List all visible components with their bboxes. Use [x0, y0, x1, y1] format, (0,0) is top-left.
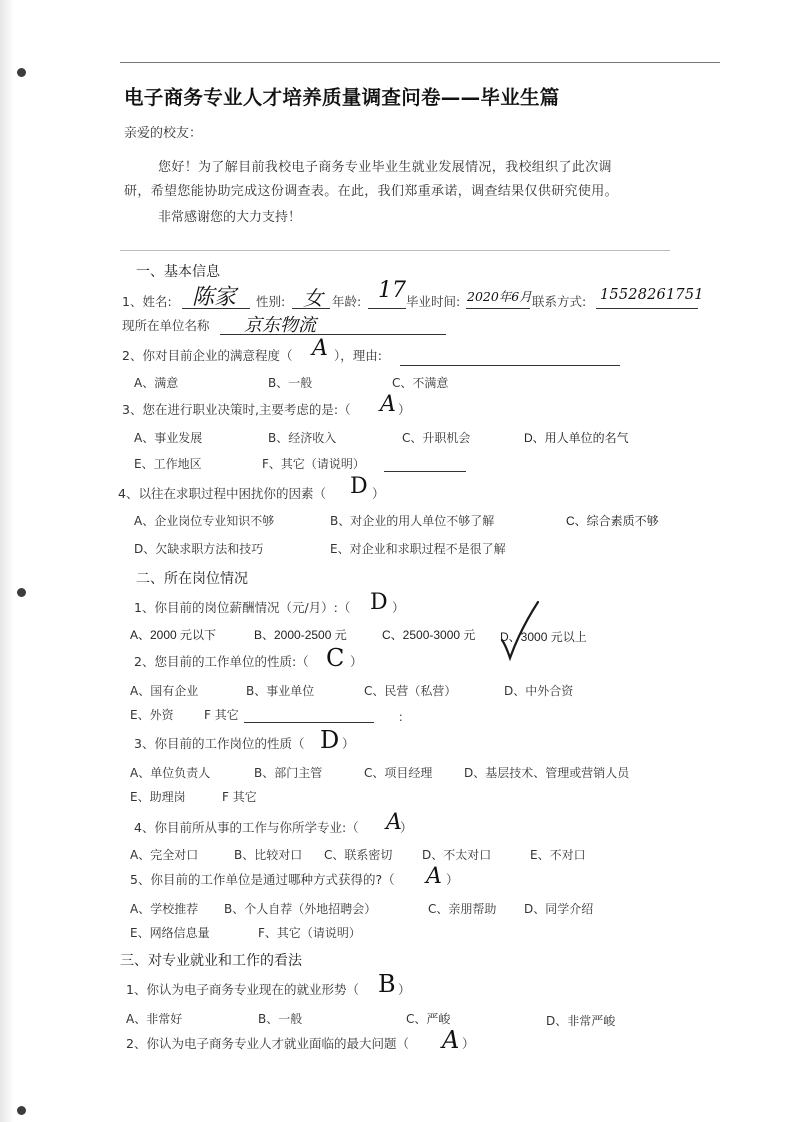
p1-tail: ） — [392, 600, 405, 615]
p3-tail: ） — [342, 736, 355, 751]
intro-line-1: 您好！为了解目前我校电子商务专业毕业生就业发展情况，我校组织了此次调 — [158, 160, 612, 175]
top-rule — [120, 62, 720, 63]
section-position-info: 二、所在岗位情况 — [136, 571, 248, 587]
p1-option-c[interactable]: C、2500-3000 元 — [382, 628, 476, 642]
p5-text: 5、你目前的工作单位是通过哪种方式获得的?（ — [130, 872, 395, 887]
p3-option-c[interactable]: C、项目经理 — [364, 766, 433, 780]
scan-hole-icon — [17, 68, 26, 77]
thanks: 非常感谢您的大力支持！ — [158, 210, 302, 225]
p5-option-d[interactable]: D、同学介绍 — [524, 902, 594, 916]
p5-option-c[interactable]: C、亲朋帮助 — [428, 902, 497, 916]
name-label: 1、姓名: — [122, 294, 172, 309]
q4-text: 4、以往在求职过程中困扰你的因素（ — [118, 486, 326, 501]
v1-text: 1、你认为电子商务专业现在的就业形势（ — [126, 982, 359, 997]
p3-option-e[interactable]: E、助理岗 — [130, 790, 186, 804]
p2-colon: ： — [398, 710, 411, 724]
p2-text: 2、您目前的工作单位的性质:（ — [134, 654, 309, 669]
q3-option-c[interactable]: C、升职机会 — [402, 431, 471, 445]
v1-option-c[interactable]: C、严峻 — [406, 1012, 451, 1026]
scan-edge — [0, 0, 14, 1122]
greeting: 亲爱的校友： — [124, 126, 203, 141]
unit-value: 京东物流 — [244, 315, 316, 336]
q2-option-a[interactable]: A、满意 — [134, 376, 179, 390]
age-field[interactable] — [368, 308, 406, 309]
p5-option-e[interactable]: E、网络信息量 — [130, 926, 210, 940]
p4-option-e[interactable]: E、不对口 — [530, 848, 586, 862]
p2-other-field[interactable] — [244, 722, 374, 723]
p3-option-f[interactable]: F 其它 — [222, 790, 257, 804]
p2-tail: ） — [350, 654, 363, 669]
intro-line-2: 研，希望您能协助完成这份调查表。在此，我们郑重承诺，调查结果仅供研究使用。 — [124, 184, 618, 199]
contact-value: 15528261751 — [600, 287, 704, 303]
p5-option-a[interactable]: A、学校推荐 — [130, 902, 199, 916]
gender-label: 性别: — [256, 294, 286, 309]
section-views: 三、对专业就业和工作的看法 — [120, 953, 302, 969]
q4-tail: ） — [372, 486, 385, 501]
q4-option-c[interactable]: C、综合素质不够 — [566, 514, 659, 528]
q4-option-e[interactable]: E、对企业和求职过程不是很了解 — [330, 542, 506, 556]
q3-option-a[interactable]: A、事业发展 — [134, 431, 203, 445]
q3-option-f[interactable]: F、其它（请说明） — [262, 457, 365, 471]
checkmark-icon — [498, 598, 544, 662]
v2-text: 2、你认为电子商务专业人才就业面临的最大问题（ — [126, 1036, 409, 1051]
p2-option-e[interactable]: E、外资 — [130, 708, 174, 722]
grad-time-label: 毕业时间: — [406, 294, 461, 309]
q3-option-e[interactable]: E、工作地区 — [134, 457, 202, 471]
section-basic-info: 一、基本信息 — [136, 264, 220, 280]
name-value: 陈家 — [192, 285, 237, 310]
v2-answer: A — [442, 1026, 460, 1054]
v2-tail: ） — [462, 1036, 475, 1051]
q2-answer: A — [312, 336, 328, 361]
q2-reason-field[interactable] — [400, 365, 620, 366]
grad-time-value: 2020年6月 — [467, 289, 532, 304]
p5-option-b[interactable]: B、个人自荐（外地招聘会） — [224, 902, 377, 916]
v1-answer: B — [378, 970, 396, 998]
q2-option-c[interactable]: C、不满意 — [392, 376, 449, 390]
p2-option-b[interactable]: B、事业单位 — [246, 684, 315, 698]
p2-option-a[interactable]: A、国有企业 — [130, 684, 199, 698]
p1-option-b[interactable]: B、2000-2500 元 — [254, 628, 347, 642]
p4-tail: ） — [400, 820, 413, 835]
p1-option-a[interactable]: A、2000 元以下 — [130, 628, 217, 642]
p4-text: 4、你目前所从事的工作与你所学专业:（ — [134, 820, 359, 835]
contact-label: 联系方式: — [532, 294, 587, 309]
q3-text: 3、您在进行职业决策时,主要考虑的是:（ — [122, 402, 351, 417]
q2-tail: ），理由: — [334, 348, 382, 363]
q3-tail: ） — [398, 402, 411, 417]
q3-other-field[interactable] — [384, 471, 466, 472]
q2-option-b[interactable]: B、一般 — [268, 376, 313, 390]
age-value: 17 — [378, 278, 406, 303]
contact-field[interactable] — [596, 308, 698, 309]
v1-option-a[interactable]: A、非常好 — [126, 1012, 183, 1026]
p5-option-f[interactable]: F、其它（请说明） — [258, 926, 361, 940]
gender-value: 女 — [303, 286, 323, 310]
q4-option-b[interactable]: B、对企业的用人单位不够了解 — [330, 514, 495, 528]
p2-option-f[interactable]: F 其它 — [204, 708, 239, 722]
p1-text: 1、你目前的岗位薪酬情况（元/月）:（ — [134, 600, 351, 615]
p3-answer: D — [320, 726, 340, 754]
v1-option-b[interactable]: B、一般 — [258, 1012, 303, 1026]
p1-option-d[interactable]: D、3000 元以上 — [500, 630, 587, 644]
p4-option-d[interactable]: D、不太对口 — [422, 848, 492, 862]
page-title: 电子商务专业人才培养质量调查问卷——毕业生篇 — [124, 86, 560, 109]
q3-option-b[interactable]: B、经济收入 — [268, 431, 337, 445]
q3-answer: A — [380, 392, 396, 417]
p3-text: 3、你目前的工作岗位的性质（ — [134, 736, 305, 751]
p5-tail: ） — [446, 872, 459, 887]
p3-option-b[interactable]: B、部门主管 — [254, 766, 323, 780]
v1-option-d[interactable]: D、非常严峻 — [546, 1014, 616, 1028]
p2-answer: C — [326, 644, 345, 672]
p3-option-a[interactable]: A、单位负责人 — [130, 766, 211, 780]
age-label: 年龄: — [332, 294, 362, 309]
v1-tail: ） — [398, 982, 411, 997]
p1-answer: D — [370, 590, 388, 615]
p5-answer: A — [426, 864, 442, 889]
q4-option-d[interactable]: D、欠缺求职方法和技巧 — [134, 542, 264, 556]
unit-label: 现所在单位名称 — [122, 318, 210, 333]
p2-option-c[interactable]: C、民营（私营） — [364, 684, 457, 698]
divider — [120, 250, 670, 251]
p4-answer: A — [386, 810, 402, 835]
q3-option-d[interactable]: D、用人单位的名气 — [524, 431, 629, 445]
grad-time-field[interactable] — [466, 308, 530, 309]
p4-option-a[interactable]: A、完全对口 — [130, 848, 199, 862]
p2-option-d[interactable]: D、中外合资 — [504, 684, 574, 698]
p4-option-b[interactable]: B、比较对口 — [234, 848, 303, 862]
q4-answer: D — [350, 474, 368, 499]
p4-option-c[interactable]: C、联系密切 — [324, 848, 393, 862]
scan-hole-icon — [17, 588, 26, 597]
p3-option-d[interactable]: D、基层技术、管理或营销人员 — [464, 766, 630, 780]
scan-hole-icon — [17, 1106, 26, 1115]
q2-text: 2、你对目前企业的满意程度（ — [122, 348, 293, 363]
q4-option-a[interactable]: A、企业岗位专业知识不够 — [134, 514, 275, 528]
